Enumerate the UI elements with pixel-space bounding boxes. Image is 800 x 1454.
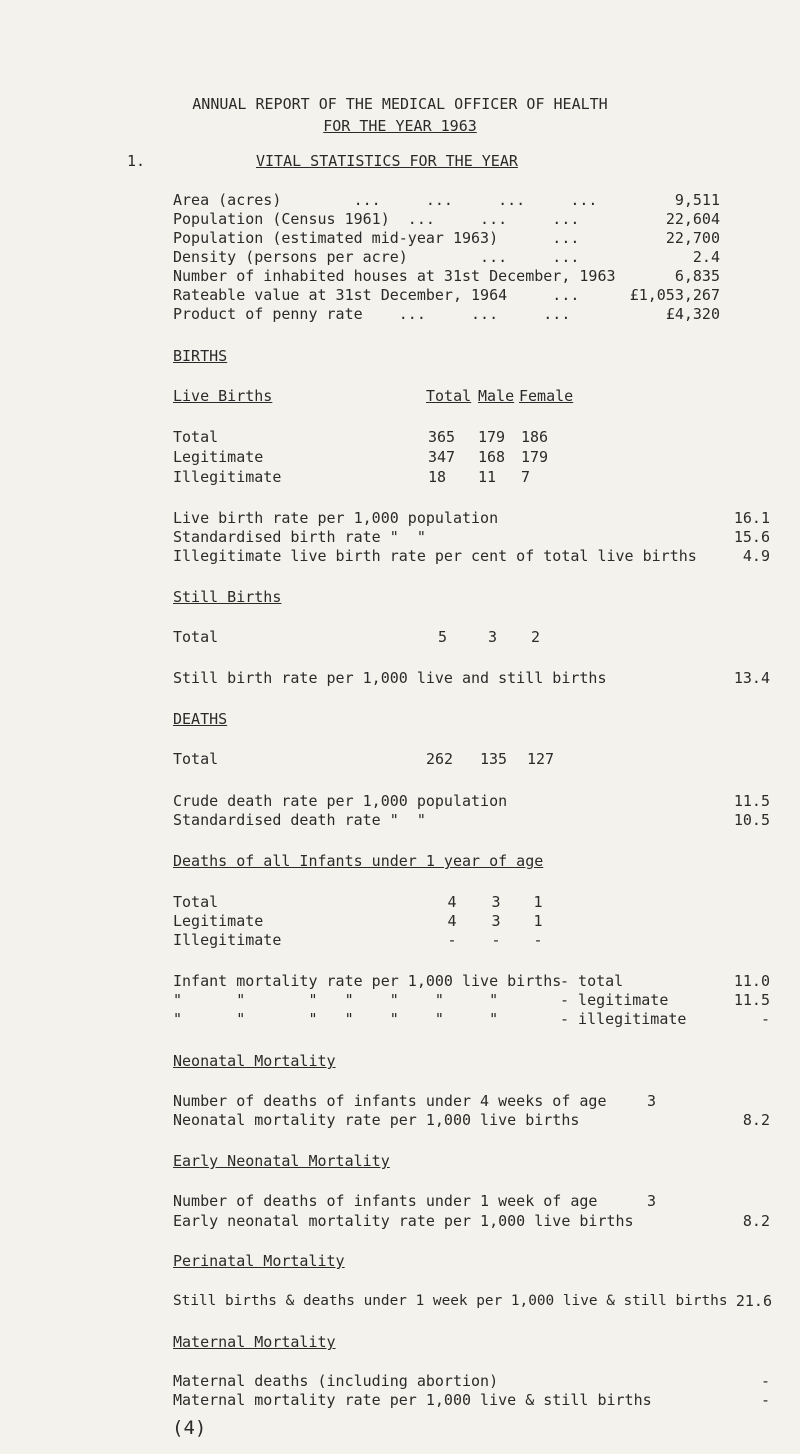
table-cell-total: 347 [428,448,456,466]
perinatal-label: Still births & deaths under 1 week per 1,000 live & still births [173,1293,728,1309]
early-neonatal-number-value: 3 [647,1192,657,1210]
early-neonatal-heading: Early Neonatal Mortality [173,1152,390,1170]
stat-value-estimated: 22,700 [665,229,720,247]
stat-value-density: 2.4 [692,248,720,266]
section-heading: VITAL STATISTICS FOR THE YEAR [256,152,518,170]
neonatal-rate-label: Neonatal mortality rate per 1,000 live births [173,1111,580,1129]
table-cell-male: 11 [478,468,497,486]
table-cell-male: 3 [491,912,501,930]
rate-value: 15.6 [733,528,770,546]
rate-value: 4.9 [742,547,770,565]
table-cell-female: 7 [521,468,531,486]
stat-value-area: 9,511 [674,191,720,209]
col-total-header: Total [426,387,472,405]
births-heading: BIRTHS [173,347,228,365]
stat-label-area: Area (acres) ... ... ... ... [173,191,598,209]
stat-label-estimated: Population (estimated mid-year 1963) ... [173,229,580,247]
table-row-label: Total [173,893,219,911]
rate-label: Standardised birth rate " " [173,528,426,546]
table-cell-female: 1 [533,912,543,930]
rate-label: Illegitimate live birth rate per cent of total live births [173,547,697,565]
rate-label: Still birth rate per 1,000 live and still births [173,669,607,687]
table-cell-total: 18 [428,468,447,486]
still-births-heading: Still Births [173,588,282,606]
table-cell-total: 4 [447,912,457,930]
table-row-label: Legitimate [173,912,264,930]
table-row-label: Legitimate [173,448,264,466]
infant-mortality-label: " " " " " " " [173,991,499,1009]
stat-value-rateable: £1,053,267 [629,286,720,304]
table-row-label: Illegitimate [173,931,282,949]
rate-value: 13.4 [733,669,770,687]
maternal-heading: Maternal Mortality [173,1333,336,1351]
stat-label-penny-rate: Product of penny rate ... ... ... [173,305,571,323]
stat-label-census: Population (Census 1961) ... ... ... [173,210,580,228]
maternal-rate-label: Maternal mortality rate per 1,000 live & still births [173,1391,652,1409]
neonatal-number-value: 3 [647,1092,657,1110]
table-cell-male: 168 [478,448,506,466]
table-cell-female: - [533,931,543,949]
table-cell-female: 186 [521,428,549,446]
rate-label: Crude death rate per 1,000 population [173,792,508,810]
table-cell-male: 3 [491,893,501,911]
maternal-deaths-label: Maternal deaths (including abortion) [173,1372,499,1390]
rate-value: - [760,1010,770,1028]
table-row-label: Total [173,750,219,768]
table-cell-total: 365 [428,428,456,446]
early-neonatal-number-label: Number of deaths of infants under 1 week of age [173,1192,598,1210]
maternal-deaths-value: - [760,1372,770,1390]
rate-value: 11.5 [733,792,770,810]
stat-label-houses: Number of inhabited houses at 31st December, 1963 [173,267,616,285]
section-number: 1. [127,152,146,170]
table-cell-male: 135 [480,750,508,768]
infant-mortality-qualifier: - illegitimate [560,1010,687,1028]
early-neonatal-rate-value: 8.2 [742,1212,770,1230]
infant-mortality-qualifier: - legitimate [560,991,669,1009]
table-row-label: Total [173,628,219,646]
report-title: ANNUAL REPORT OF THE MEDICAL OFFICER OF HEALTH [192,95,608,113]
early-neonatal-rate-label: Early neonatal mortality rate per 1,000 live births [173,1212,634,1230]
stat-label-density: Density (persons per acre) ... ... [173,248,580,266]
stat-label-rateable: Rateable value at 31st December, 1964 ... [173,286,580,304]
table-cell-male: 3 [488,628,498,646]
col-male-header: Male [478,387,515,405]
neonatal-number-label: Number of deaths of infants under 4 weeks of age [173,1092,607,1110]
neonatal-heading: Neonatal Mortality [173,1052,336,1070]
col-female-header: Female [519,387,574,405]
table-cell-male: 179 [478,428,506,446]
table-row-label: Illegitimate [173,468,282,486]
deaths-heading: DEATHS [173,710,228,728]
rate-value: 11.5 [733,991,770,1009]
maternal-rate-value: - [760,1391,770,1409]
table-cell-total: 5 [438,628,448,646]
table-cell-female: 179 [521,448,549,466]
table-cell-female: 1 [533,893,543,911]
perinatal-heading: Perinatal Mortality [173,1252,345,1270]
live-births-heading: Live Births [173,387,273,405]
rate-label: Standardised death rate " " [173,811,426,829]
infant-mortality-qualifier: - total [560,972,624,990]
infant-deaths-heading: Deaths of all Infants under 1 year of age [173,852,544,870]
rate-label: Live birth rate per 1,000 population [173,509,499,527]
rate-value: 11.0 [733,972,770,990]
page-number: (4) [172,1417,207,1439]
table-row-label: Total [173,428,219,446]
stat-value-houses: 6,835 [674,267,720,285]
table-cell-male: - [491,931,501,949]
table-cell-female: 2 [531,628,541,646]
stat-value-penny-rate: £4,320 [665,305,720,323]
rate-value: 16.1 [733,509,770,527]
stat-value-census: 22,604 [665,210,720,228]
rate-value: 10.5 [733,811,770,829]
perinatal-value: 21.6 [735,1292,772,1310]
table-cell-female: 127 [527,750,555,768]
table-cell-total: 4 [447,893,457,911]
table-cell-total: - [447,931,457,949]
neonatal-rate-value: 8.2 [742,1111,770,1129]
infant-mortality-label: Infant mortality rate per 1,000 live births [173,972,562,990]
table-cell-total: 262 [426,750,454,768]
report-year: FOR THE YEAR 1963 [323,117,477,135]
infant-mortality-label: " " " " " " " [173,1010,499,1028]
